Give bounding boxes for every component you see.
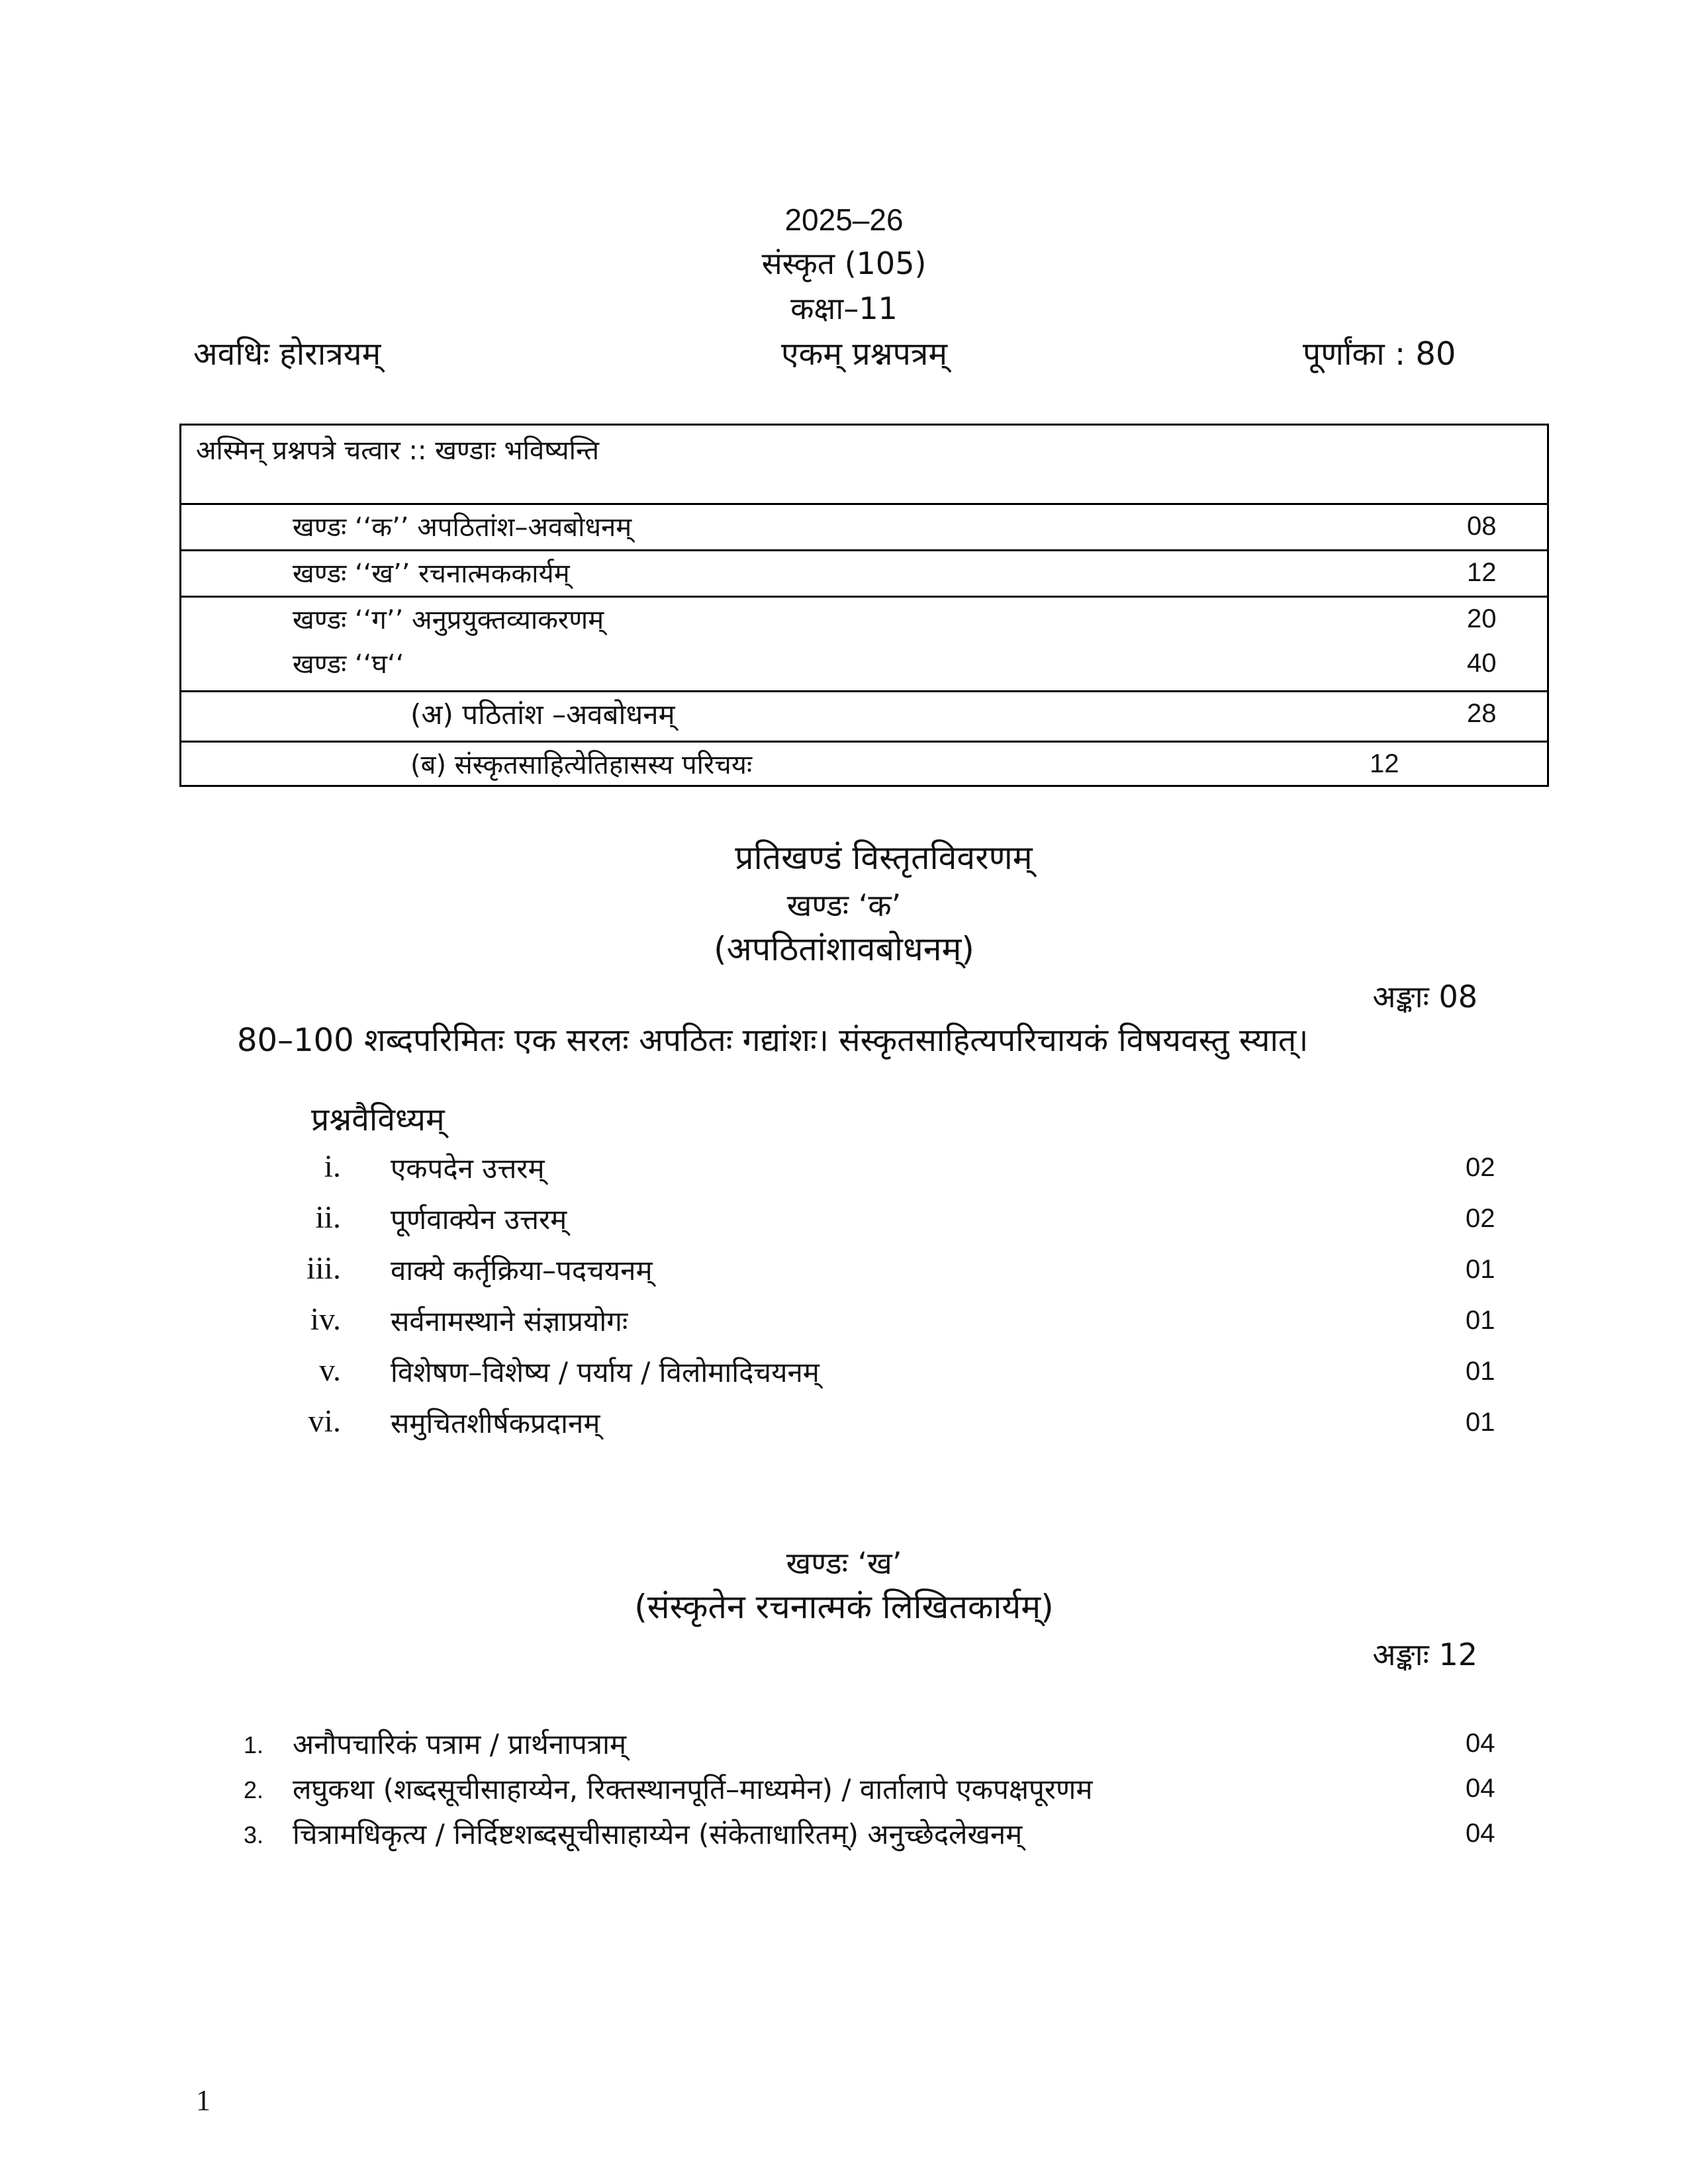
item-number: iv. [310,1302,341,1337]
paper-label: एकम् प्रश्नपत्रम् [781,336,948,373]
item-number: ii. [315,1200,341,1235]
section-b-subtitle: (संस्कृतेन रचनात्मकं लिखितकार्यम्) [634,1588,1054,1626]
item-marks: 04 [1466,1729,1495,1758]
subject-title: संस्कृत (105) [761,246,927,281]
item-marks: 04 [1466,1819,1495,1848]
item-text: अनौपचारिकं पत्राम / प्रार्थनापत्राम् [293,1728,627,1760]
duration-label: अवधिः होरात्रयम् [193,336,381,373]
section-b-name: खण्डः ‘ख’ [786,1545,902,1581]
item-text: सर्वनामस्थाने संज्ञाप्रयोगः [391,1305,628,1338]
item-text: चित्रामधिकृत्य / निर्दिष्टशब्दसूचीसाहाय्येन (संकेताधारितम्) अनुच्छेदलेखनम् [293,1818,1023,1850]
item-number: iii. [306,1251,341,1286]
item-marks: 04 [1466,1774,1495,1803]
section-label: (ब) संस्कृतसाहित्येतिहासस्य परिचयः [410,750,753,780]
item-marks: 01 [1466,1255,1495,1284]
item-text: समुचितशीर्षकप्रदानम् [391,1407,600,1439]
section-label: खण्डः ‘‘घ‘‘ [293,649,404,680]
item-text: लघुकथा (शब्दसूचीसाहाय्येन, रिक्तस्थानपूर्ति–माध्यमेन) / वार्तालापे एकपक्षपूरणम [293,1773,1093,1805]
section-a-marks: अङ्काः 08 [1372,979,1477,1015]
table-row [181,549,1547,596]
section-a-subtitle: (अपठितांशावबोधनम्) [714,930,974,968]
section-a-description: 80–100 शब्दपरिमितः एक सरलः अपठितः गद्यांशः। संस्कृतसाहित्यपरिचायकं विषयवस्तु स्यात्। [237,1022,1309,1059]
section-label: खण्डः ‘‘ख’’ रचनात्मककार्यम् [293,559,570,589]
max-marks-label: पूर्णांका : 80 [1303,336,1456,373]
section-marks: 20 [1467,604,1497,633]
item-number: i. [324,1149,341,1184]
section-label: खण्डः ‘‘क’’ अपठितांश–अवबोधनम् [293,512,632,543]
item-number: vi. [308,1404,341,1439]
table-row [181,503,1547,549]
item-marks: 02 [1466,1153,1495,1182]
section-marks: 12 [1467,558,1497,587]
section-b-marks: अङ्काः 12 [1372,1637,1477,1672]
item-text: वाक्ये कर्तृक्रिया–पदचयनम् [391,1254,653,1287]
item-marks: 02 [1466,1204,1495,1233]
item-number: 3. [244,1821,264,1848]
exam-year: 2025–26 [784,203,904,237]
item-text: पूर्णवाक्येन उत्तरम् [391,1203,567,1236]
item-number: 1. [244,1731,264,1758]
table-row [181,741,1547,787]
sections-table-intro: अस्मिन् प्रश्नपत्रे चत्वार :: खण्डाः भविष्यन्ति [196,435,600,466]
item-marks: 01 [1466,1357,1495,1386]
sections-table [179,424,1549,787]
item-marks: 01 [1466,1306,1495,1335]
section-label: (अ) पठितांश –अवबोधनम् [410,698,675,731]
page-number: 1 [196,2084,211,2116]
item-marks: 01 [1466,1408,1495,1437]
item-text: एकपदेन उत्तरम् [391,1152,545,1185]
section-marks: 12 [1370,749,1399,778]
item-number: v. [319,1353,341,1388]
details-title: प्रतिखण्डं विस्तृतविवरणम् [735,839,1033,877]
section-marks: 08 [1467,512,1497,541]
section-marks: 40 [1467,649,1497,678]
section-marks: 28 [1467,699,1497,728]
section-label: खण्डः ‘‘ग’’ अनुप्रयुक्तव्याकरणम् [293,605,604,635]
table-row [181,596,1547,642]
item-text: विशेषण–विशेष्य / पर्याय / विलोमादिचयनम् [391,1356,820,1388]
class-label: कक्षा–11 [790,291,898,326]
item-number: 2. [244,1776,264,1803]
section-a-name: खण्डः ‘क’ [786,887,902,923]
table-row [181,690,1547,741]
variety-heading: प्रश्नवैविध्यम् [311,1101,445,1138]
